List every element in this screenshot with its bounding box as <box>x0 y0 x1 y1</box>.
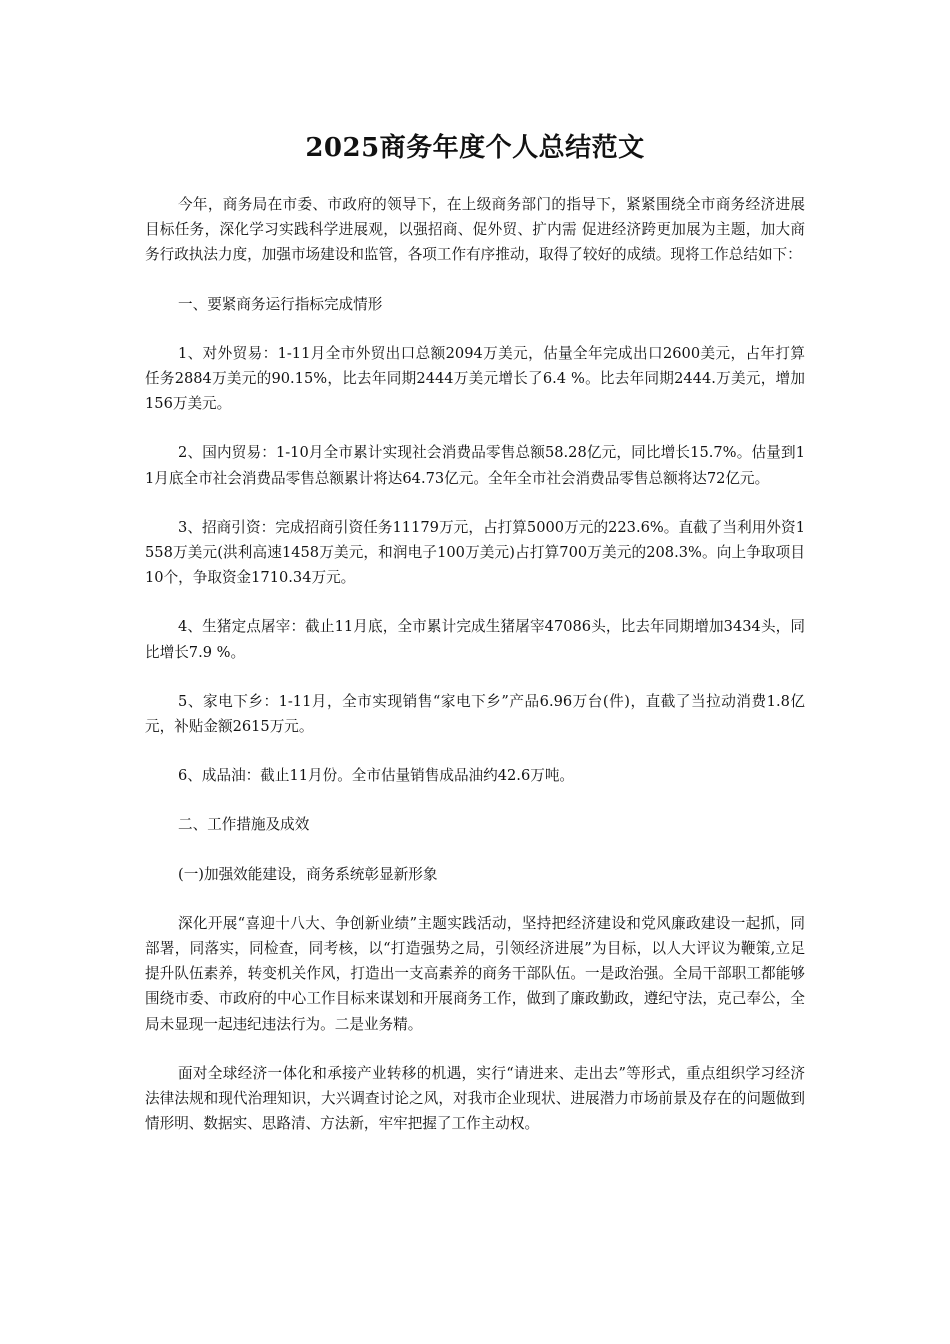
paragraph-hog-slaughter: 4、生猪定点屠宰：截止11月底，全市累计完成生猪屠宰47086头，比去年同期增加3434头，同比增长7.9 %。 <box>145 618 805 661</box>
paragraph-globalization: 面对全球经济一体化和承接产业转移的机遇，实行“请进来、走出去”等形式，重点组织学习经济法律法规和现代治理知识，大兴调查讨论之风，对我市企业现状、进展潜力市场前景及存在的问题做到情形明、数据实、思路清、方法新，牢牢把握了工作主动权。 <box>145 1064 805 1133</box>
document-title: 2025商务年度个人总结范文 <box>305 133 645 163</box>
paragraph-foreign-trade: 1、对外贸易：1-11月全市外贸出口总额2094万美元，估量全年完成出口2600美元，占年打算任务2884万美元的90.15%，比去年同期2444万美元增长了6.4 %。比去年同期2444.万美元，增加156万美元。 <box>145 344 805 413</box>
paragraph-appliances: 5、家电下乡：1-11月，全市实现销售“家电下乡”产品6.96万台(件)，直截了当拉动消费1.8亿元，补贴金额2615万元。 <box>145 692 805 736</box>
paragraph-intro: 今年，商务局在市委、市政府的领导下，在上级商务部门的指导下，紧紧围绕全市商务经济进展目标任务，深化学习实践科学进展观，以强招商、促外贸、扩内需 促进经济跨更加展为主题，加大商务行政执法力度，加强市场建设和监管，各项工作有序推动，取得了较好的成绩。现将工作总结如下： <box>145 196 805 264</box>
subsection-heading-1: (一)加强效能建设，商务系统彰显新形象 <box>178 865 438 883</box>
paragraph-investment: 3、招商引资：完成招商引资任务11179万元，占打算5000万元的223.6%。直截了当利用外资1558万美元(洪利高速1458万美元，和润电子100万美元)占打算700万美元的208.3%。向上争取项目10个，争取资金1710.34万元。 <box>145 518 805 587</box>
paragraph-oil: 6、成品油：截止11月份。全市估量销售成品油约42.6万吨。 <box>178 767 575 785</box>
section-heading-1: 一、要紧商务运行指标完成情形 <box>178 295 383 313</box>
paragraph-domestic-trade: 2、国内贸易：1-10月全市累计实现社会消费品零售总额58.28亿元，同比增长15.7%。估量到11月底全市社会消费品零售总额累计将达64.73亿元。全年全市社会消费品零售总额将达72亿元。 <box>145 444 805 487</box>
document-page <box>145 128 805 1160</box>
section-heading-2: 二、工作措施及成效 <box>178 816 310 834</box>
paragraph-efficiency: 深化开展“喜迎十八大、争创新业绩”主题实践活动，坚持把经济建设和党风廉政建设一起抓，同部署，同落实，同检查，同考核，以“打造强势之局，引领经济进展”为目标，以人大评议为鞭策,立足提升队伍素养，转变机关作风，打造出一支高素养的商务干部队伍。一是政治强。全局干部职工都能够围绕市委、市政府的中心工作目标来谋划和开展商务工作，做到了廉政勤政，遵纪守法，克己奉公，全局未显现一起违纪违法行为。二是业务精。 <box>145 914 805 1033</box>
